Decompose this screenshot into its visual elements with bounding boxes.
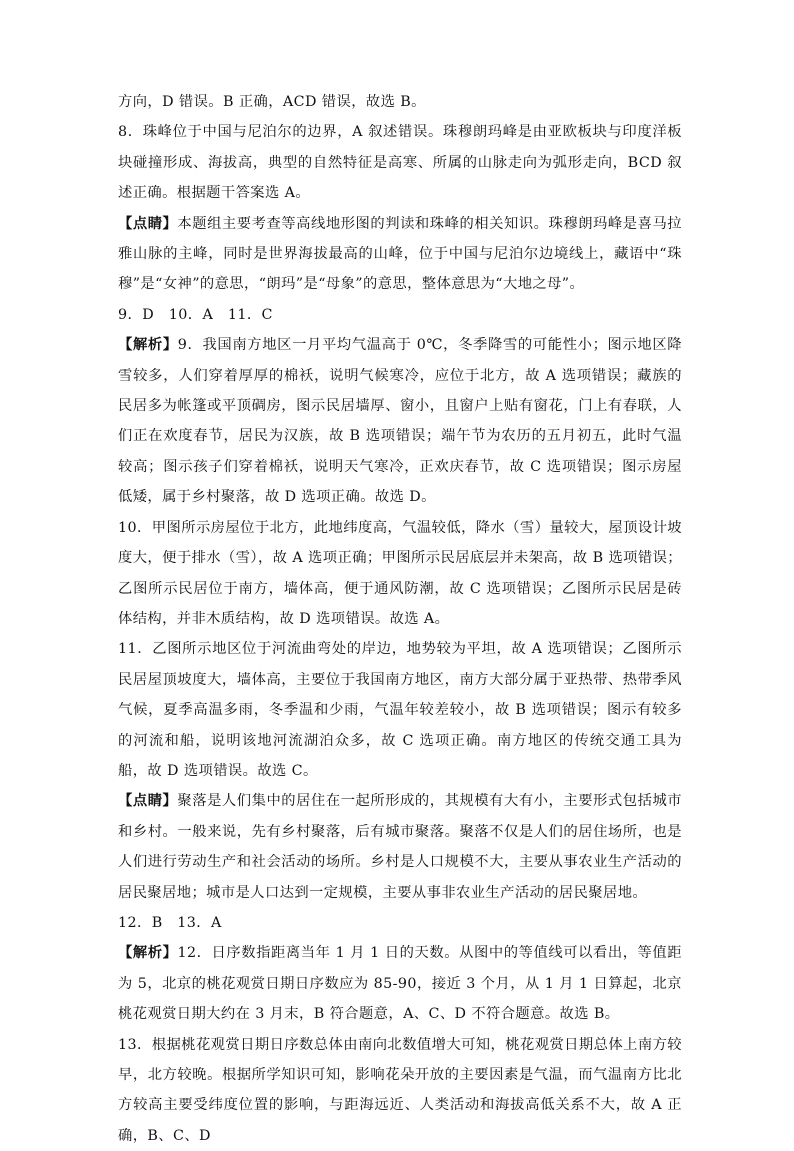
- section-tag: 【解析】: [118, 945, 178, 962]
- paragraph-11: 13．根据桃花观赏日期日序数总体由南向北数值增大可知，桃花观赏日期总体上南方较早，北方较晚。根据所学知识可知，影响花朵开放的主要因素是气温，而气温南方比北方较高主要受纬度位置的影响，与距海远近、人类活动和海拔高低关系不大，故 A 正确，B、C、D: [118, 1036, 682, 1144]
- paragraph-1: 方向，D 错误。B 正确，ACD 错误，故选 B。: [118, 94, 426, 110]
- paragraph-8: 【点睛】聚落是人们集中的居住在一起所形成的，其规模有大有小，主要形式包括城市和乡村。一般来说，先有乡村聚落，后有城市聚落。聚落不仅是人们的居住场所，也是人们进行劳动生产和社会活动的场所。乡村是人口规模不大，主要从事农业生产活动的居民聚居地；城市是人口达到一定规模，主要从事非农业生产活动的居民聚居地。: [118, 793, 682, 901]
- paragraph-7: 11．乙图所示地区位于河流曲弯处的岸边，地势较为平坦，故 A 选项错误；乙图所示民居屋顶坡度大，墙体高，主要位于我国南方地区，南方大部分属于亚热带、热带季风气候，夏季高温多雨，冬季温和少雨，气温年较差较小，故 B 选项错误；图示有较多的河流和船，说明该地河流湖泊众多，故 C 选项正确。南方地区的传统交通工具为船，故 D 选项错误。故选 C。: [118, 641, 682, 779]
- answer-line-1: 9．D 10．A 11．C: [118, 306, 273, 323]
- section-tag: 【点睛】: [118, 215, 178, 232]
- document-body: [118, 87, 682, 1151]
- section-tag: 【点睛】: [118, 793, 178, 810]
- paragraph-10: 【解析】12．日序数指距离当年 1 月 1 日的天数。从图中的等值线可以看出，等值距为 5，北京的桃花观赏日期日序数应为 85-90，接近 3 个月，从 1 月 1 日算起，北京桃花观赏日期大约在 3 月末，B 符合题意，A、C、D 不符合题意。故选 B。: [118, 945, 682, 1023]
- paragraph-6: 10．甲图所示房屋位于北方，此地纬度高，气温较低，降水（雪）量较大，屋顶设计坡度大，便于排水（雪），故 A 选项正确；甲图所示民居底层并未架高，故 B 选项错误；乙图所示民居位于南方，墙体高，便于通风防潮，故 C 选项错误；乙图所示民居是砖体结构，并非木质结构，故 D 选项错误。故选 A。: [118, 519, 682, 627]
- paragraph-5: 【解析】9．我国南方地区一月平均气温高于 0℃，冬季降雪的可能性小；图示地区降雪较多，人们穿着厚厚的棉袄，说明气候寒冷，应位于北方，故 A 选项错误；藏族的民居多为帐篷或平顶碉房，图示民居墙厚、窗小，且窗户上贴有窗花，门上有春联，人们正在欢度春节，居民为汉族，故 B 选项错误；端午节为农历的五月初五，此时气温较高；图示孩子们穿着棉袄，说明天气寒冷，正欢庆春节，故 C 选项错误；图示房屋低矮，属于乡村聚落，故 D 选项正确。故选 D。: [118, 337, 682, 506]
- paragraph-3: 【点睛】本题组主要考查等高线地形图的判读和珠峰的相关知识。珠穆朗玛峰是喜马拉雅山脉的主峰，同时是世界海拔最高的山峰，位于中国与尼泊尔边境线上，藏语中“珠穆”是“女神”的意思，“朗玛”是“母象”的意思，整体意思为“大地之母”。: [118, 215, 682, 293]
- section-tag: 【解析】: [118, 337, 178, 354]
- paragraph-2: 8．珠峰位于中国与尼泊尔的边界，A 叙述错误。珠穆朗玛峰是由亚欧板块与印度洋板块碰撞形成、海拔高，典型的自然特征是高寒、所属的山脉走向为弧形走向，BCD 叙述正确。根据题干答案选 A。: [118, 124, 682, 202]
- answer-line-2: 12．B 13．A: [118, 914, 222, 931]
